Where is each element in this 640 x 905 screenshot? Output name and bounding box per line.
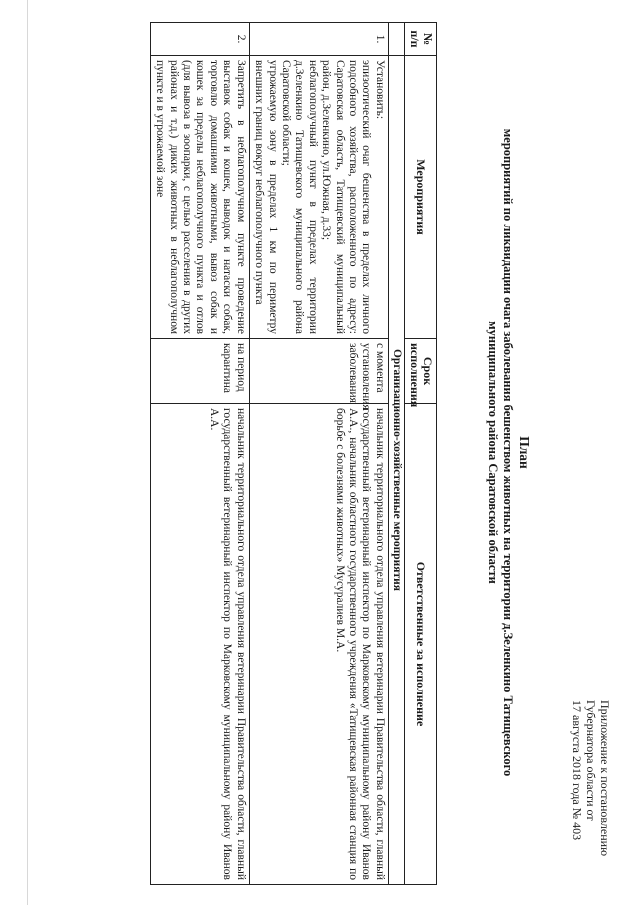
- table-row: [249, 23, 388, 885]
- measure-paragraph: Запретить в неблагополучном пункте проведение выставок собак и кошек, выводок и натаски собак, торговлю домашними животными, вывоз собак и кошек за пределы неблагополучного пункта и отлов (для вывоза в зоопарки, с целью расселения в других районах и т.д.) диких животных в неблагополучном пункте и в угрожаемой зоне: [154, 60, 247, 334]
- row-measures: [249, 56, 388, 339]
- row-term: на период карантина: [150, 339, 249, 404]
- annex-line-2: Губернатора области от: [584, 700, 598, 821]
- plan-table: [150, 22, 437, 885]
- table-header-row: [405, 23, 437, 885]
- table-row: [150, 23, 249, 885]
- measure-paragraph: Установить:: [373, 60, 386, 120]
- row-term: с момента установления заболевания: [249, 339, 388, 404]
- document-title: [485, 30, 532, 875]
- row-responsible: начальник территориального отдела управления ветеринарии Правительства области, главный государственный ветеринарный инспектор по Марковскому муниципальному району Иванов А.А., начальник областного государственного учреждения «Татищевская районная станция по борьбе с болезнями животных» Мусуралиев М.А.: [249, 404, 388, 885]
- row-responsible: начальник территориального отдела управления ветеринарии Правительства области, главный государственный ветеринарный инспектор по Марковскому муниципальному району Иванов А.А.: [150, 404, 249, 885]
- title-line-1: мероприятий по ликвидации очага заболевания бешенством животных на территории д.Зеленкино Татищевского: [501, 128, 515, 777]
- title-line-2: муниципального района Саратовской области: [486, 321, 500, 584]
- annex-line-3: 17 августа 2018 года № 403: [570, 700, 584, 841]
- header-responsible: Ответственные за исполнение: [405, 404, 437, 885]
- header-measures: Мероприятия: [405, 56, 437, 339]
- title-heading: План: [517, 436, 532, 469]
- section-title: Организационно-хозяйственные мероприятия: [388, 56, 404, 885]
- annex-note: [570, 700, 612, 890]
- row-measures: [150, 56, 249, 339]
- scan-artifact-line: [27, 0, 28, 905]
- header-term: Срок исполнения: [405, 339, 437, 404]
- header-num: № п/п: [405, 23, 437, 56]
- row-number: 2.: [150, 23, 249, 56]
- row-number: 1.: [249, 23, 388, 56]
- section-row: [388, 23, 404, 885]
- annex-line-1: Приложение к постановлению: [598, 700, 612, 857]
- measure-paragraph: неблагополучный пункт в пределах территории д.Зеленкино Татищевского муниципального района Саратовской области;: [279, 60, 319, 334]
- measure-paragraph: угрожаемую зону в пределах 1 км по периметру внешних границ вокруг неблагополучного пункта: [253, 60, 279, 334]
- measure-paragraph: эпизоотический очаг бешенства в пределах личного подсобного хозяйства, расположенного по адресу: Саратовская область, Татищевский муниципальный район, д.Зеленкино, ул.Южная, д.33;: [320, 60, 373, 334]
